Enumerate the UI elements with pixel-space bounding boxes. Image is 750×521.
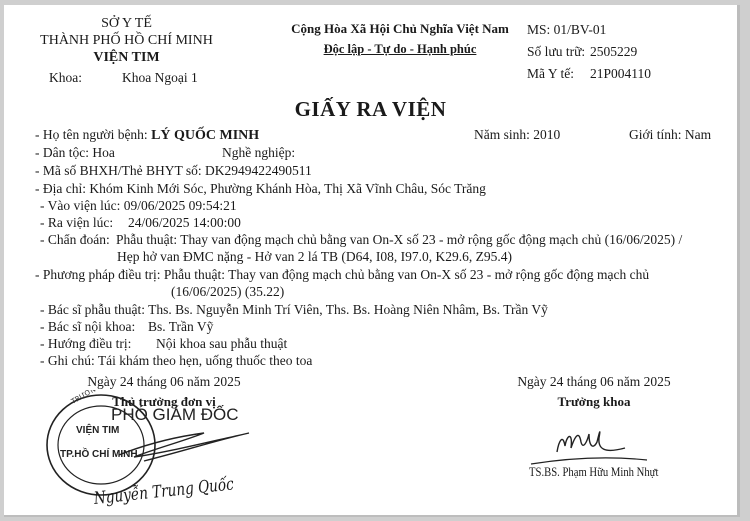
head-sign-date: Ngày 24 tháng 06 năm 2025 — [517, 374, 671, 389]
birth-year-value: 2010 — [533, 127, 561, 142]
admission-label: - Vào viện lúc: — [40, 198, 121, 213]
discharge-paper — [4, 5, 740, 517]
head-of-ward-signature-block — [494, 374, 694, 410]
admission-row — [40, 198, 237, 214]
discharge-value: 24/06/2025 14:00:00 — [128, 215, 241, 230]
treatment-direction-value: Nội khoa sau phẫu thuật — [156, 336, 288, 351]
ward-line — [49, 70, 198, 86]
stamp-line-2: TP.HỒ CHÍ MINH — [60, 449, 138, 460]
note-label: - Ghi chú: — [40, 353, 95, 368]
discharge-label: - Ra viện lúc: — [40, 215, 114, 230]
issuer-city: THÀNH PHỐ HỒ CHÍ MINH — [40, 33, 213, 48]
insurance-label: - Mã số BHXH/Thẻ BHYT số: — [35, 163, 202, 178]
nation-title: Cộng Hòa Xã Hội Chủ Nghĩa Việt Nam — [291, 21, 509, 36]
svg-text:TRƯỜNG: TRƯỜNG — [70, 390, 102, 406]
head-role: Trưởng khoa — [557, 394, 631, 409]
director-role: Thủ trưởng đơn vị — [112, 394, 216, 409]
gender — [629, 127, 711, 143]
birth-year — [474, 127, 560, 143]
internist-label: - Bác sĩ nội khoa: — [40, 319, 136, 334]
insurance-row — [35, 163, 312, 179]
ward-value: Khoa Ngoại 1 — [122, 70, 198, 85]
surgeon-value: Ths. Bs. Nguyễn Minh Trí Viên, Ths. Bs. Hoàng Niên Nhâm, Bs. Trần Vỹ — [148, 302, 548, 317]
occupation — [222, 145, 295, 161]
diagnosis-row — [40, 232, 682, 248]
archive-number-label: Số lưu trữ: — [527, 44, 586, 59]
issuer-hospital: VIỆN TIM — [93, 50, 160, 65]
nation-motto: Độc lập - Tự do - Hạnh phúc — [323, 42, 477, 56]
form-code: MS: 01/BV-01 — [527, 22, 607, 37]
discharge-row — [40, 215, 241, 231]
treatment-direction-row — [40, 336, 287, 352]
ethnicity-value: Hoa — [92, 145, 115, 160]
issuer-department: SỞ Y TẾ — [101, 16, 152, 31]
ethnicity-label: - Dân tộc: — [35, 145, 89, 160]
medical-code-value: 21P004110 — [590, 66, 652, 81]
record-codes — [527, 19, 651, 85]
gender-label: Giới tính: — [629, 127, 682, 142]
internist-value: Bs. Trần Vỹ — [148, 319, 214, 334]
admission-value: 09/06/2025 09:54:21 — [123, 198, 237, 213]
treatment-direction-label: - Hướng điều trị: — [40, 336, 132, 351]
head-signature-icon — [529, 420, 649, 470]
occupation-label: Nghề nghiệp: — [222, 145, 296, 160]
head-name: TS.BS. Phạm Hữu Minh Nhựt — [529, 464, 659, 479]
surgeon-row — [40, 302, 548, 318]
issuer-block — [4, 15, 249, 66]
director-name: Nguyễn Trung Quốc — [92, 474, 235, 509]
treatment-label: - Phương pháp điều trị: — [35, 267, 161, 282]
address-label: - Địa chỉ: — [35, 181, 86, 196]
director-position: PHÓ GIÁM ĐỐC — [111, 405, 239, 424]
address-row — [35, 181, 486, 197]
insurance-value: DK2949422490511 — [205, 163, 312, 178]
director-sign-date: Ngày 24 tháng 06 năm 2025 — [87, 374, 241, 389]
director-signature-icon — [114, 425, 254, 470]
diagnosis-label: - Chẩn đoán: — [40, 232, 110, 247]
stamp-line-1: VIỆN TIM — [76, 425, 120, 436]
treatment-line-1: Phẫu thuật: Thay van động mạch chủ bằng van On-X số 23 - mở rộng gốc động mạch chủ — [163, 267, 650, 282]
national-header — [260, 19, 540, 59]
address-value: Khóm Kinh Mới Sóc, Phường Khánh Hòa, Thị Xã Vĩnh Châu, Sóc Trăng — [89, 181, 486, 196]
document-title: GIẤY RA VIỆN — [294, 97, 447, 121]
treatment-line-2: (16/06/2025) (35.22) — [171, 284, 285, 299]
treatment-row — [35, 267, 649, 283]
note-value: Tái khám theo hẹn, uống thuốc theo toa — [97, 353, 313, 368]
patient-name-value: LÝ QUỐC MINH — [151, 128, 260, 143]
patient-name-label: - Họ tên người bệnh: — [35, 127, 148, 142]
note-row — [40, 353, 312, 369]
patient-name-row — [35, 127, 259, 144]
surgeon-label: - Bác sĩ phẫu thuật: — [40, 302, 145, 317]
ethnicity-row — [35, 145, 115, 161]
internist-row — [40, 319, 213, 335]
birth-year-label: Năm sinh: — [474, 127, 530, 142]
medical-code-label: Mã Y tế: — [527, 66, 574, 81]
ward-label: Khoa: — [49, 70, 82, 85]
diagnosis-line-2: Hẹp hở van ĐMC nặng - Hở van 2 lá TB (D64, I08, I97.0, K29.6, Z95.4) — [117, 249, 512, 264]
gender-value: Nam — [684, 127, 712, 142]
archive-number-value: 2505229 — [590, 44, 638, 59]
diagnosis-line-1: Phẫu thuật: Thay van động mạch chủ bằng van On-X số 23 - mở rộng gốc động mạch chủ (16/06/2025) / — [116, 232, 683, 247]
